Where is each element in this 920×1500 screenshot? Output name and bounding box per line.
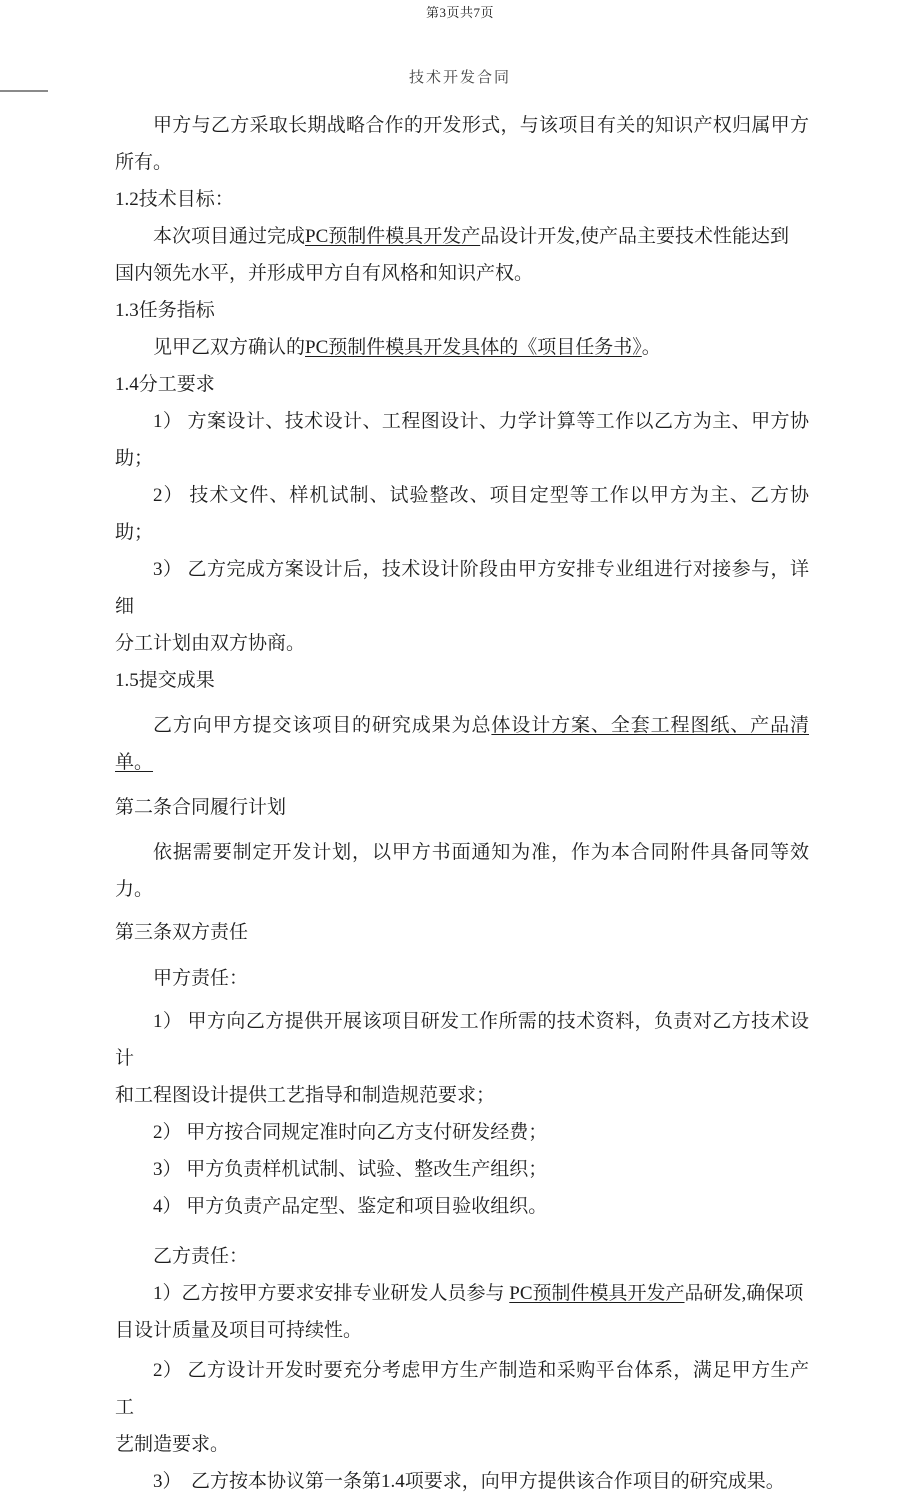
list-a-item2 (115, 1114, 809, 1151)
list-a-item4 (115, 1188, 809, 1225)
text-segment: 2） 甲方按合同规定准时向乙方支付研发经费； (153, 1122, 548, 1143)
text-segment: 1）乙方按甲方要求安排专业研发人员参与 (153, 1283, 510, 1304)
p-ip-ownership (115, 107, 814, 181)
heading-1-4 (115, 366, 809, 403)
document-title: 技术开发合同 (408, 70, 511, 86)
text-segment: 3） 乙方按本协议第一条第1.4项要求，向甲方提供该合作项目的研究成果。 (153, 1471, 785, 1492)
text-segment: 艺制造要求。 (115, 1434, 230, 1455)
p-tech-goal-line1 (115, 218, 809, 255)
text-segment: 甲方与乙方采取长期战略合作的开发形式，与该项目有关的知识产权归属甲方 所有。 (115, 115, 814, 173)
p-tech-goal-line2 (115, 255, 809, 292)
list-1-4-item3-line2 (115, 625, 809, 662)
text-segment: 1.5提交成果 (115, 670, 215, 691)
text-segment: 第三条双方责任 (115, 922, 249, 943)
text-segment: 1.2技术目标： (115, 189, 234, 210)
page-number: 第3页共7页 (425, 5, 494, 20)
text-segment: 1） 甲方向乙方提供开展该项目研发工作所需的技术资料，负责对乙方技术设计 (115, 1011, 809, 1069)
list-1-4-item1 (115, 403, 809, 477)
text-segment: 甲方责任： (153, 968, 249, 989)
list-b-item1-line1 (115, 1275, 809, 1312)
text-segment: 。 (641, 337, 661, 358)
heading-article-3 (115, 914, 809, 951)
text-segment: 乙方向甲方提交该项目的研究成果为总 (153, 715, 492, 736)
list-a-item1-line1 (115, 1003, 809, 1077)
text-segment: 1.4分工要求 (115, 374, 215, 395)
text-segment: 品研发,确保项 (684, 1283, 804, 1304)
heading-1-2 (115, 181, 809, 218)
text-segment: 2） 乙方设计开发时要充分考虑甲方生产制造和采购平台体系，满足甲方生产工 (115, 1360, 809, 1418)
text-segment: 1） 方案设计、技术设计、工程图设计、力学计算等工作以乙方为主、甲方协助； (115, 411, 809, 469)
heading-party-a-duty (115, 960, 809, 997)
p-article-2 (115, 834, 809, 908)
heading-article-2 (115, 789, 809, 826)
list-b-item2-line1 (115, 1352, 809, 1426)
list-a-item3 (115, 1151, 809, 1188)
text-segment: 1.3任务指标 (115, 300, 215, 321)
text-segment: 3） 甲方负责样机试制、试验、整改生产组织； (153, 1159, 548, 1180)
heading-party-b-duty (115, 1238, 809, 1275)
text-segment: 乙方责任： (153, 1246, 249, 1267)
underlined-text: PC预制件模具开发产 (509, 1283, 685, 1304)
text-segment: 2） 技术文件、样机试制、试验整改、项目定型等工作以甲方为主、乙方协助； (115, 485, 809, 543)
p-task-target (115, 329, 809, 366)
underlined-text: 体设计方案、全套工程图纸、产品清单。 (115, 715, 809, 773)
text-segment: 4） 甲方负责产品定型、鉴定和项目验收组织。 (153, 1196, 548, 1217)
list-1-4-item2 (115, 477, 809, 551)
text-segment: 见甲乙双方确认的 (153, 337, 306, 358)
text-segment: 本次项目通过完成 (153, 226, 306, 247)
text-segment: 国内领先水平，并形成甲方自有风格和知识产权。 (115, 263, 534, 284)
text-segment: 依据需要制定开发计划，以甲方书面通知为准，作为本合同附件具备同等效力。 (115, 842, 809, 900)
list-1-4-item3-line1 (115, 551, 809, 625)
text-segment: 目设计质量及项目可持续性。 (115, 1320, 363, 1341)
text-segment: 3） 乙方完成方案设计后，技术设计阶段由甲方安排专业组进行对接参与，详细 (115, 559, 809, 617)
text-segment: 和工程图设计提供工艺指导和制造规范要求； (115, 1085, 496, 1106)
underlined-text: PC预制件模具开发具体的《项目任务书》 (305, 337, 642, 358)
text-segment: 第二条合同履行计划 (115, 797, 287, 818)
document-body (115, 107, 814, 1500)
p-deliverables (115, 707, 809, 781)
header-rule-line (0, 90, 48, 92)
text-segment: 品设计开发,使产品主要技术性能达到 (480, 226, 790, 247)
heading-1-5 (115, 662, 809, 699)
heading-1-3 (115, 292, 809, 329)
underlined-text: PC预制件模具开发产 (305, 226, 481, 247)
list-b-item3 (115, 1463, 809, 1500)
list-b-item2-line2 (115, 1426, 809, 1463)
list-b-item1-line2 (115, 1312, 809, 1349)
text-segment: 分工计划由双方协商。 (115, 633, 306, 654)
list-a-item1-line2 (115, 1077, 809, 1114)
